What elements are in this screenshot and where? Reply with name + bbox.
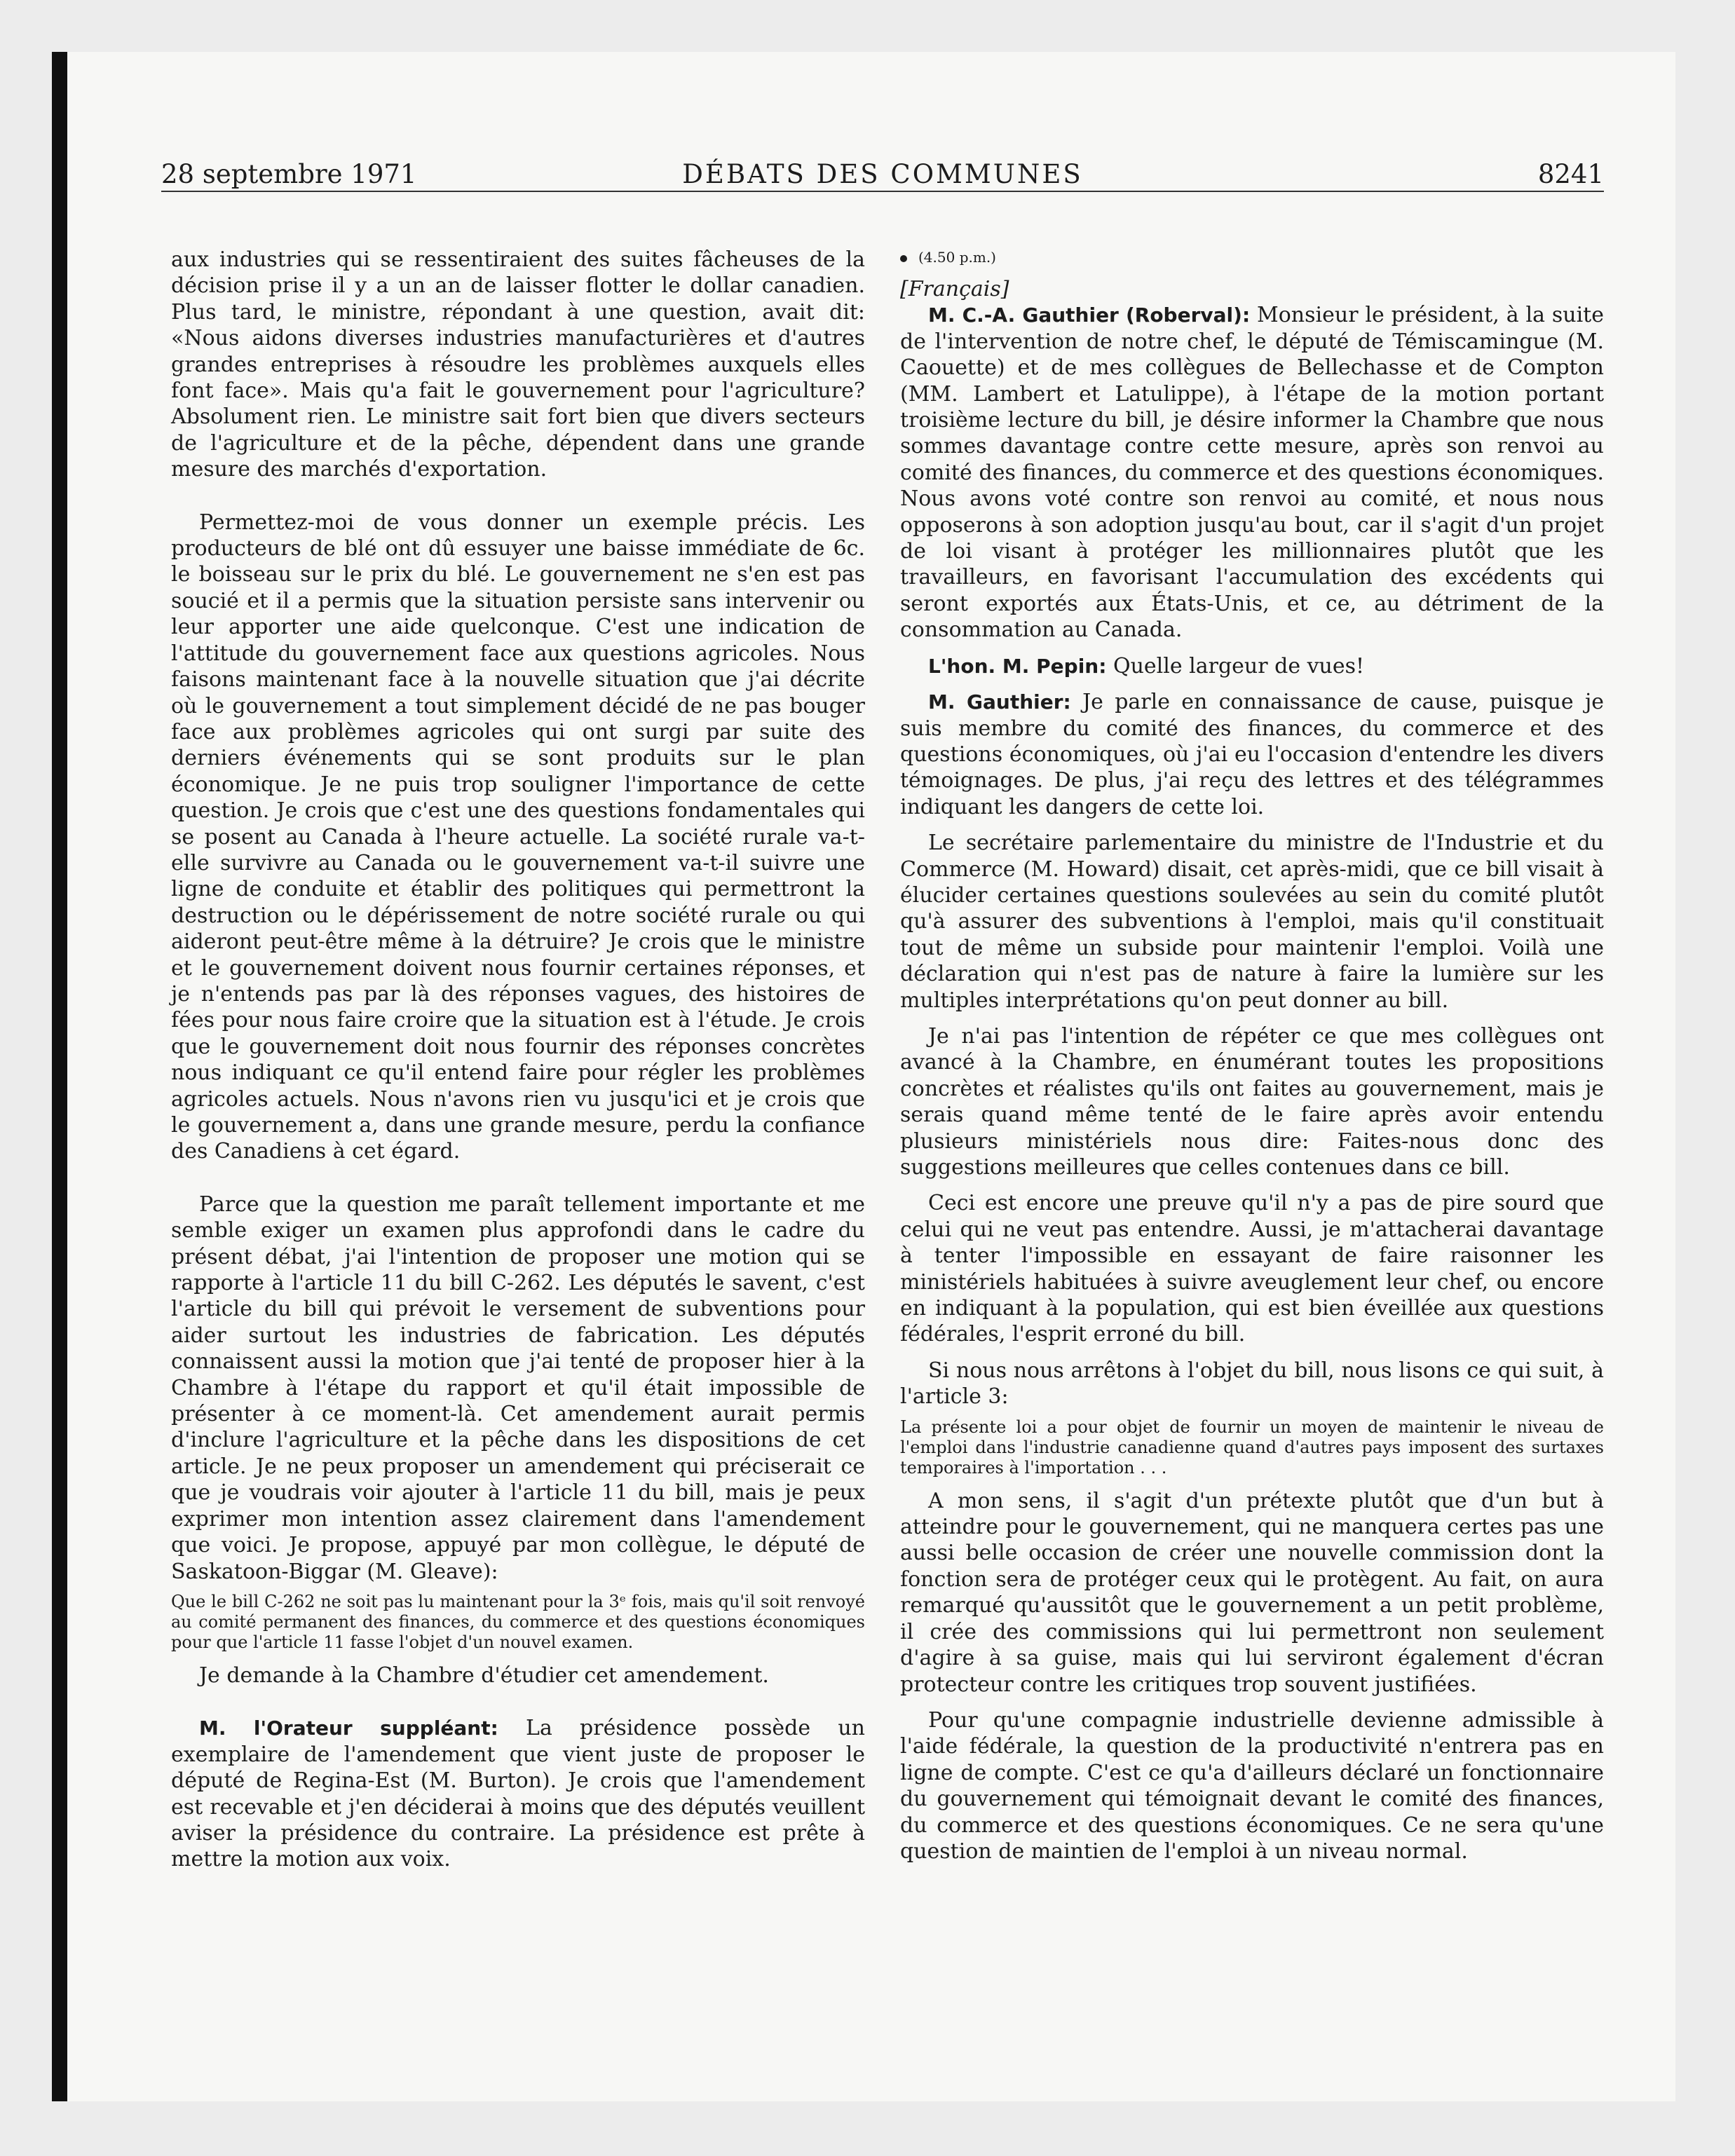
header-title: DÉBATS DES COMMUNES xyxy=(682,159,1083,189)
paragraph: aux industries qui se ressentiraient des suites fâcheuses de la décision prise il y a un an de laisser flotter le dollar canadien. Plus tard, le ministre, répondant à une question, avait dit: «Nous aidons diverses industries manufacturières et d'autres grandes entreprises à résoudre les problèmes auxquels elles font face». Mais qu'a fait le gouvernement pour l'agriculture? Absolument rien. Le ministre sait fort bien que divers secteurs de l'agriculture et de la pêche, dépendent dans une grande mesure des marchés d'exportation. xyxy=(171,247,865,482)
paragraph: Parce que la question me paraît tellement importante et me semble exiger un examen plus approfondi dans le cadre du présent débat, j'ai l'intention de proposer une motion qui se rapporte à l'article 11 du bill C-262. Les députés le savent, c'est l'article du bill qui prévoit le versement de subventions pour aider surtout les industries de fabrication. Les députés connaissent aussi la motion que j'ai tenté de proposer hier à la Chambre à l'étape du rapport et qu'il était impossible de présenter à ce moment-là. Cet amendement aurait permis d'inclure l'agriculture et la pêche dans les dispositions de cet article. Je ne peux proposer un amendement qui préciserait ce que je voudrais voir ajouter à l'article 11 du bill, mais je peux exprimer mon intention assez clairement dans l'amendement que voici. Je propose, appuyé par mon collègue, le député de Saskatoon-Biggar (M. Gleave): xyxy=(171,1192,865,1584)
timestamp: (4.50 p.m.) xyxy=(900,247,1604,268)
paragraph: Le secrétaire parlementaire du ministre de l'Industrie et du Commerce (M. Howard) disait, cet après-midi, que ce bill visait à élucider certaines questions soulevées au sein du comité plutôt qu'à assurer des subventions à l'emploi, mais qu'il constituait tout de même un subside pour maintenir l'emploi. Voilà une déclaration qui n'est pas de nature à faire la lumière sur les multiples interprétations qu'on peut donner au bill. xyxy=(900,831,1604,1013)
paragraph: Je n'ai pas l'intention de répéter ce que mes collègues ont avancé à la Chambre, en énumérant toutes les propositions concrètes et réalistes qu'ils ont faites au gouvernement, mais je serais quand même tenté de le faire après avoir entendu plusieurs ministériels nous dire: Faites-nous donc des suggestions meilleures que celles contenues dans ce bill. xyxy=(900,1023,1604,1180)
speaker-name: M. l'Orateur suppléant: xyxy=(199,1717,498,1740)
binding-edge xyxy=(52,52,67,2101)
speech-paragraph xyxy=(900,302,1604,643)
speech-text: La présidence possède un exemplaire de l'amendement que vient juste de proposer le député de Regina-Est (M. Burton). Je crois que l'amendement est recevable et j'en déciderai à moins que des députés veuillent aviser la présidence du contraire. La présidence est prête à mettre la motion aux voix. xyxy=(171,1716,865,1872)
paragraph: Si nous nous arrêtons à l'objet du bill, nous lisons ce qui suit, à l'article 3: xyxy=(900,1358,1604,1410)
speech-text: Quelle largeur de vues! xyxy=(1113,653,1365,678)
paragraph: Je demande à la Chambre d'étudier cet amendement. xyxy=(199,1663,769,1688)
paragraph: Permettez-moi de vous donner un exemple précis. Les producteurs de blé ont dû essuyer une baisse immédiate de 6c. le boisseau sur le prix du blé. Le gouvernement ne s'en est pas soucié et il a permis que la situation persiste sans intervenir ou leur apporter une aide quelconque. C'est une indication de l'attitude du gouvernement face aux questions agricoles. Nous faisons maintenant face à la nouvelle situation que j'ai décrite où le gouvernement a tout simplement décidé de ne pas bouger face aux problèmes agricoles qui ont surgi par suite des derniers événements qui se sont produits sur le plan économique. Je ne puis trop souligner l'importance de cette question. Je crois que c'est une des questions fondamentales qui se posent au Canada à l'heure actuelle. La société rurale va-t-elle survivre au Canada ou le gouvernement va-t-il suivre une ligne de conduite et établir des politiques qui permettront la destruction ou le dépérissement de notre société rurale ou qui aideront peut-être même à la détruire? Je crois que le ministre et le gouvernement doivent nous fournir certaines réponses, et je n'entends pas par là des réponses vagues, des histoires de fées pour nous faire croire que la situation est à l'étude. Je crois que le gouvernement doit nous fournir des réponses concrètes nous indiquant ce qu'il entend faire pour régler les problèmes agricoles actuels. Nous n'avons rien vu jusqu'ici et je crois que le gouvernement a, dans une grande mesure, perdu la confiance des Canadiens à cet égard. xyxy=(171,510,865,1164)
speech-paragraph xyxy=(900,653,1604,679)
page-number: 8241 xyxy=(1537,159,1604,189)
speech-paragraph xyxy=(171,1715,865,1872)
bill-quote: La présente loi a pour objet de fournir un moyen de maintenir le niveau de l'emploi dans l'industrie canadienne quand d'autres pays imposent des surtaxes temporaires à l'importation . . . xyxy=(900,1417,1604,1478)
speaker-name: M. Gauthier: xyxy=(928,690,1071,714)
paragraph: Pour qu'une compagnie industrielle devienne admissible à l'aide fédérale, la question de la productivité n'entrera pas en ligne de compte. C'est ce qu'a d'ailleurs déclaré un fonctionnaire du gouvernement qui témoignait devant le comité des finances, du commerce et des questions économiques. Ce ne sera qu'une question de maintien de l'emploi à un niveau normal. xyxy=(900,1707,1604,1864)
bullet-icon xyxy=(900,255,907,262)
amendment-quote: Que le bill C-262 ne soit pas lu maintenant pour la 3ᵉ fois, mais qu'il soit renvoyé au comité permanent des finances, du commerce et des questions économiques pour que l'article 11 fasse l'objet d'un nouvel examen. xyxy=(171,1591,865,1652)
speech-text: Je parle en connaissance de cause, puisque je suis membre du comité des finances, du commerce et des questions économiques, où j'ai eu l'occasion d'entendre les divers témoignages. De plus, j'ai reçu des lettres et des télégrammes indiquant les dangers de cette loi. xyxy=(900,690,1604,819)
paragraph: Ceci est encore une preuve qu'il n'y a pas de pire sourd que celui qui ne veut pas entendre. Aussi, je m'attacherai davantage à tenter l'impossible en essayant de faire raisonner les ministériels habituées à suivre aveuglement leur chef, ou encore en indiquant à la population, qui est bien éveillée aux questions fédérales, l'esprit erroné du bill. xyxy=(900,1191,1604,1347)
right-column xyxy=(900,247,1604,1864)
paragraph: A mon sens, il s'agit d'un prétexte plutôt que d'un but à atteindre pour le gouvernement, qui ne manquera certes pas une aussi belle occasion de créer une nouvelle commission dont la fonction sera de protéger ceux qui le protègent. Au fait, on aura remarqué qu'aussitôt que le gouvernement a un petit problème, il crée des commissions qui lui permettront non seulement d'agire à sa guise, mais qui lui serviront également d'écran protecteur contre les critiques trop souvent justifiées. xyxy=(900,1488,1604,1697)
page-header xyxy=(161,158,1604,192)
speaker-name: L'hon. M. Pepin: xyxy=(928,654,1107,678)
speech-text: Monsieur le président, à la suite de l'intervention de notre chef, le député de Témiscamingue (M. Caouette) et de mes collègues de Bellechasse et de Compton (MM. Lambert et Latulippe), à l'étape de la motion portant troisième lecture du bill, je désire informer la Chambre que nous sommes davantage contre cette mesure, après son renvoi au comité des finances, du commerce et des questions économiques. Nous avons voté contre son renvoi au comité, et nous nous opposerons à son adoption jusqu'au bout, car il s'agit d'un projet de loi visant à protéger les millionnaires plutôt que les travailleurs, en favorisant l'accumulation des excédents qui seront exportés aux États-Unis, et ce, au détriment de la consommation au Canada. xyxy=(900,303,1604,643)
speech-paragraph xyxy=(900,689,1604,820)
speaker-name: M. C.-A. Gauthier (Roberval): xyxy=(928,303,1251,327)
left-column xyxy=(171,247,865,1873)
header-date: 28 septembre 1971 xyxy=(161,159,417,189)
language-marker: [Français] xyxy=(900,277,1009,301)
